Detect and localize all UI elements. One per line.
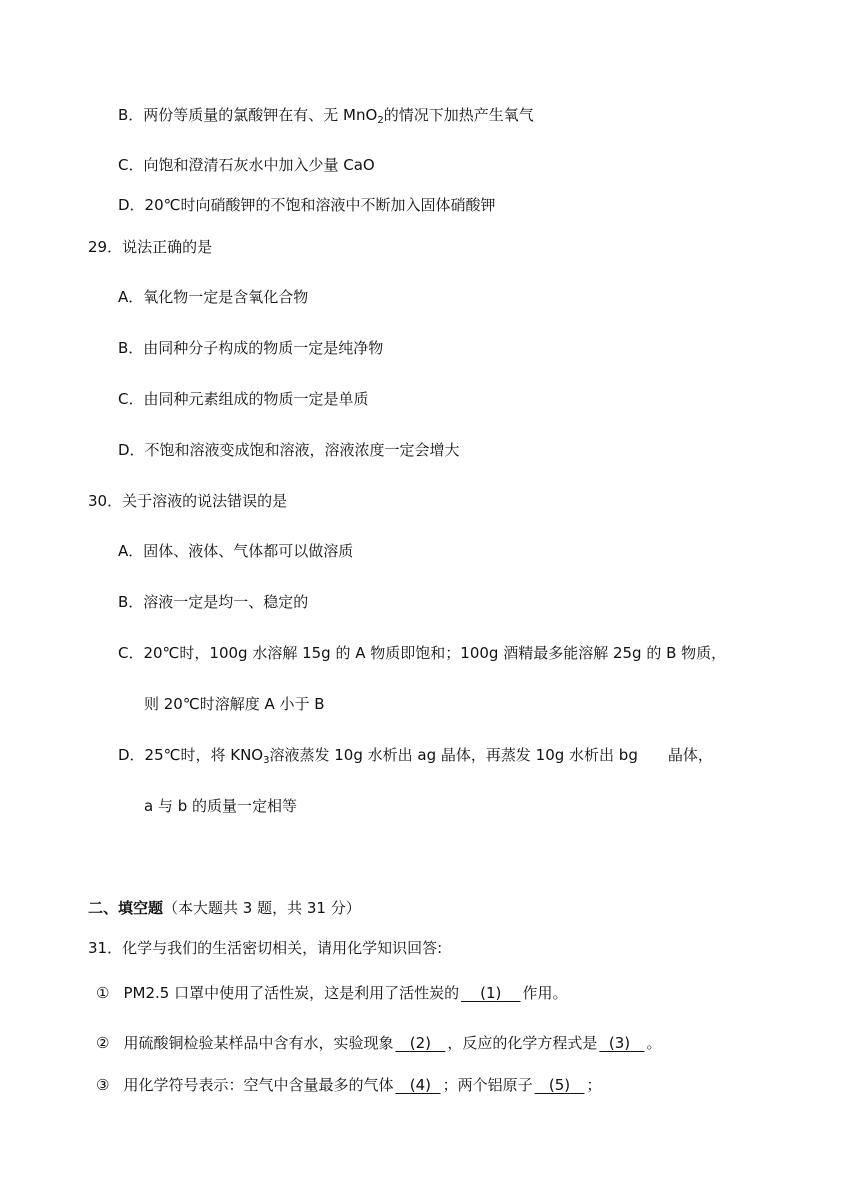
item-1-text: PM2.5 口罩中使用了活性炭，这是利用了活性炭的 [123,984,460,1002]
blank-2-label: (2) [409,1034,432,1052]
q29-option-c: C．由同种元素组成的物质一定是单质 [118,390,369,408]
section-title: 二、填空题 [88,899,164,917]
blank-5-label: (5) [548,1076,571,1094]
q30-option-c-line1: C．20℃时，100g 水溶解 15g 的 A 物质即饱和；100g 酒精最多能溶解 25g 的 B 物质， [118,644,727,662]
item-3-text-end: ； [586,1076,602,1094]
q31-item-2 [96,1033,661,1053]
section-note: （本大题共 3 题，共 31 分） [163,899,361,917]
q30-option-d-text-end: 晶体， [667,746,713,764]
q30-stem: 30．关于溶液的说法错误的是 [88,492,288,510]
item-number-1: ① [96,984,110,1002]
blank-4 [393,1075,442,1095]
item-3-text: 用化学符号表示：空气中含量最多的气体 [123,1076,394,1094]
blank-1-label: (1) [480,984,502,1002]
blank-2 [393,1033,447,1053]
blank-3 [597,1033,646,1053]
q29-stem: 29．说法正确的是 [88,238,213,256]
item-number-2: ② [96,1034,110,1052]
q30-option-a: A．固体、液体、气体都可以做溶质 [118,542,354,560]
q30-option-d-text-mid: 溶液蒸发 10g 水析出 ag 晶体，再蒸发 10g 水析出 bg [269,746,638,764]
item-2-text: 用硫酸铜检验某样品中含有水，实验现象 [123,1034,394,1052]
q30-option-c-line2: 则 20℃时溶解度 A 小于 B [144,695,325,713]
section-heading [88,898,361,918]
q31-item-1 [96,983,568,1003]
q30-option-d-text: D．25℃时，将 KNO [118,746,264,764]
item-2-text-mid: ，反应的化学方程式是 [447,1034,598,1052]
blank-1 [459,983,522,1003]
q29-option-d: D．不饱和溶液变成饱和溶液，溶液浓度一定会增大 [118,441,460,459]
blank-4-label: (4) [409,1076,432,1094]
q31-item-3 [96,1075,601,1095]
q28-option-d: D．20℃时向硝酸钾的不饱和溶液中不断加入固体硝酸钾 [118,196,496,214]
q31-stem: 31．化学与我们的生活密切相关，请用化学知识回答: [88,939,443,957]
item-1-text-end: 作用。 [522,984,568,1002]
q30-option-d-line1 [118,745,713,765]
blank-5 [533,1075,587,1095]
q30-option-d-line2: a 与 b 的质量一定相等 [144,797,298,815]
item-3-text-mid: ；两个铝原子 [442,1076,533,1094]
mno2-subscript: 2 [377,115,384,126]
q28-option-b [118,105,534,125]
q30-option-b: B．溶液一定是均一、稳定的 [118,593,309,611]
q29-option-b: B．由同种分子构成的物质一定是纯净物 [118,339,384,357]
item-2-text-end: 。 [646,1034,662,1052]
q28-option-c: C．向饱和澄清石灰水中加入少量 CaO [118,156,375,174]
blank-3-label: (3) [608,1034,631,1052]
item-number-3: ③ [96,1076,110,1094]
q28-option-b-text: B．两份等质量的氯酸钾在有、无 MnO [118,106,378,124]
q28-option-b-text-end: 的情况下加热产生氧气 [383,106,534,124]
q29-option-a: A．氧化物一定是含氧化合物 [118,288,309,306]
kno3-subscript: 3 [263,755,270,766]
